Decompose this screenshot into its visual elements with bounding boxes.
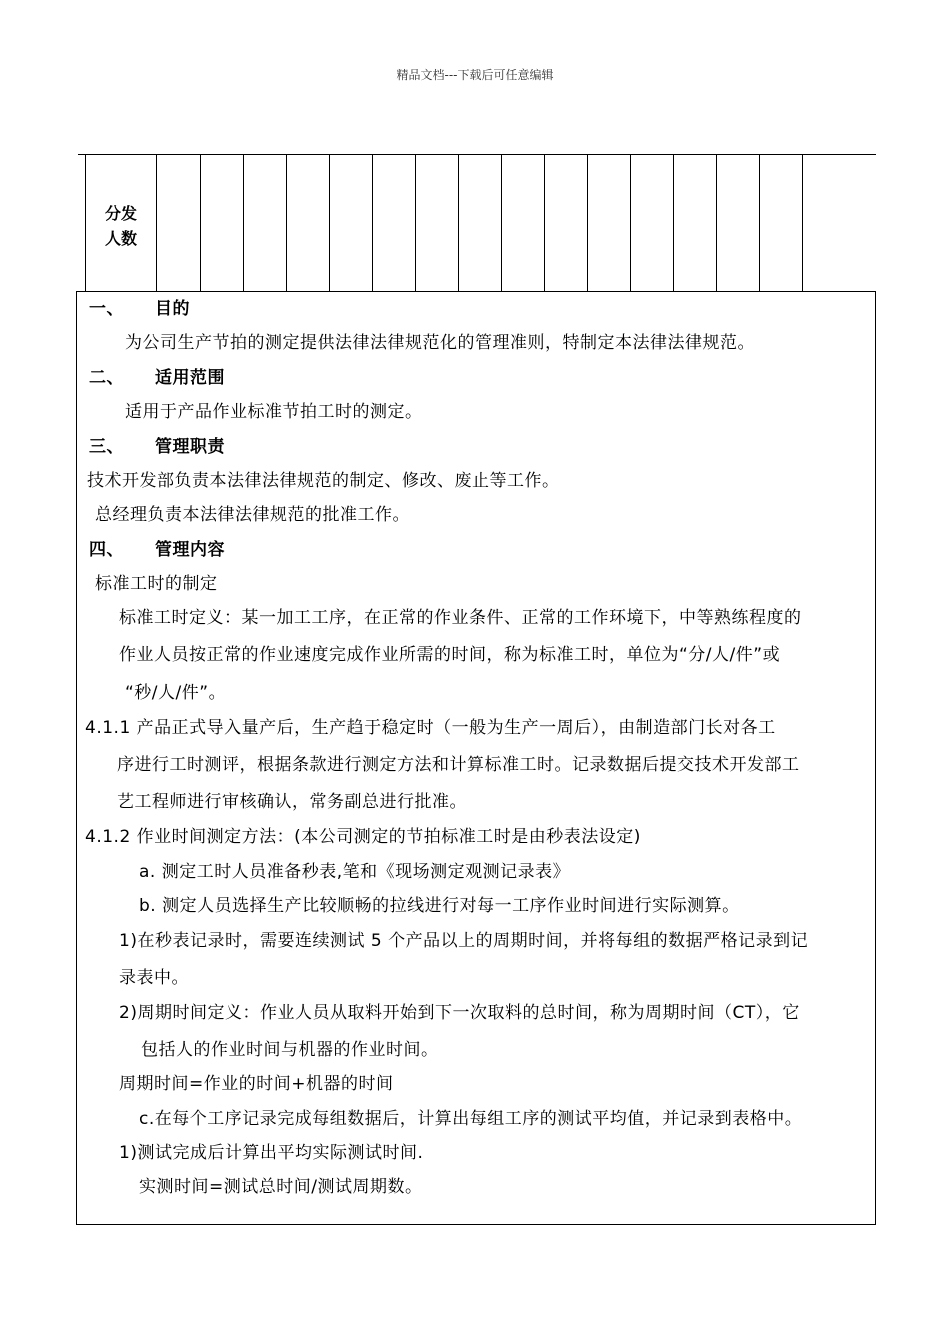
- section-title: 管理职责: [155, 437, 225, 457]
- table-divider: [587, 155, 588, 292]
- section-title: 目的: [155, 299, 190, 319]
- paragraph: 标准工时定义：某一加工工序，在正常的作业条件、正常的工作环境下，中等熟练程度的: [119, 608, 802, 628]
- table-divider: [200, 155, 201, 292]
- table-divider: [759, 155, 760, 292]
- distribution-label-line: 人数: [104, 229, 137, 248]
- table-divider: [329, 155, 330, 292]
- paragraph: 4.1.1 产品正式导入量产后，生产趋于稳定时（一般为生产一周后），由制造部门长对各工: [85, 718, 776, 738]
- paragraph: 为公司生产节拍的测定提供法律法律规范化的管理准则，特制定本法律法律规范。: [125, 333, 755, 353]
- paragraph: 1)测试完成后计算出平均实际测试时间.: [119, 1143, 424, 1163]
- document-body: [76, 291, 876, 1225]
- paragraph: 序进行工时测评，根据条款进行测定方法和计算标准工时。记录数据后提交技术开发部工: [117, 755, 800, 775]
- table-divider: [630, 155, 631, 292]
- section-title: 管理内容: [155, 540, 225, 560]
- table-divider: [156, 155, 157, 292]
- table-divider: [673, 155, 674, 292]
- table-divider: [85, 155, 86, 292]
- formula: 周期时间=作业的时间+机器的时间: [119, 1074, 394, 1094]
- distribution-label: [88, 201, 154, 251]
- paragraph: 4.1.2 作业时间测定方法：(本公司测定的节拍标准工时是由秒表法设定): [85, 827, 641, 847]
- paragraph: a. 测定工时人员准备秒表,笔和《现场测定观测记录表》: [139, 862, 571, 882]
- table-divider: [243, 155, 244, 292]
- section-number: 二、: [89, 368, 124, 388]
- section-heading-3: [89, 432, 225, 457]
- paragraph: 作业人员按正常的作业速度完成作业所需的时间，称为标准工时，单位为“分/人/件”或: [119, 645, 781, 665]
- table-divider: [802, 155, 803, 292]
- paragraph: b. 测定人员选择生产比较顺畅的拉线进行对每一工序作业时间进行实际测算。: [139, 896, 740, 916]
- formula: 实测时间=测试总时间/测试周期数。: [139, 1177, 423, 1197]
- section-heading-4: [89, 535, 225, 560]
- paragraph: 录表中。: [119, 968, 189, 988]
- paragraph: 适用于产品作业标准节拍工时的测定。: [125, 402, 423, 422]
- paragraph: 2)周期时间定义：作业人员从取料开始到下一次取料的总时间，称为周期时间（CT），它: [119, 1003, 800, 1023]
- section-heading-2: [89, 363, 225, 388]
- table-divider: [415, 155, 416, 292]
- table-divider: [286, 155, 287, 292]
- section-number: 一、: [89, 299, 124, 319]
- paragraph: 技术开发部负责本法律法律规范的制定、修改、废止等工作。: [87, 471, 560, 491]
- paragraph: “秒/人/件”。: [125, 683, 227, 703]
- table-divider: [372, 155, 373, 292]
- paragraph: 总经理负责本法律法律规范的批准工作。: [95, 505, 410, 525]
- watermark-text: 精品文档---下载后可任意编辑: [396, 68, 554, 82]
- distribution-label-line: 分发: [104, 204, 137, 223]
- section-title: 适用范围: [155, 368, 225, 388]
- paragraph: 艺工程师进行审核确认，常务副总进行批准。: [117, 792, 467, 812]
- table-divider: [716, 155, 717, 292]
- sub-heading: 标准工时的制定: [95, 574, 218, 594]
- paragraph: 包括人的作业时间与机器的作业时间。: [141, 1040, 439, 1060]
- section-number: 四、: [89, 540, 124, 560]
- table-divider: [501, 155, 502, 292]
- section-number: 三、: [89, 437, 124, 457]
- paragraph: 1)在秒表记录时，需要连续测试 5 个产品以上的周期时间，并将每组的数据严格记录到记: [119, 931, 809, 951]
- section-heading-1: [89, 294, 190, 319]
- table-divider: [458, 155, 459, 292]
- distribution-table: [78, 154, 876, 292]
- paragraph: c.在每个工序记录完成每组数据后，计算出每组工序的测试平均值，并记录到表格中。: [139, 1109, 803, 1129]
- table-divider: [544, 155, 545, 292]
